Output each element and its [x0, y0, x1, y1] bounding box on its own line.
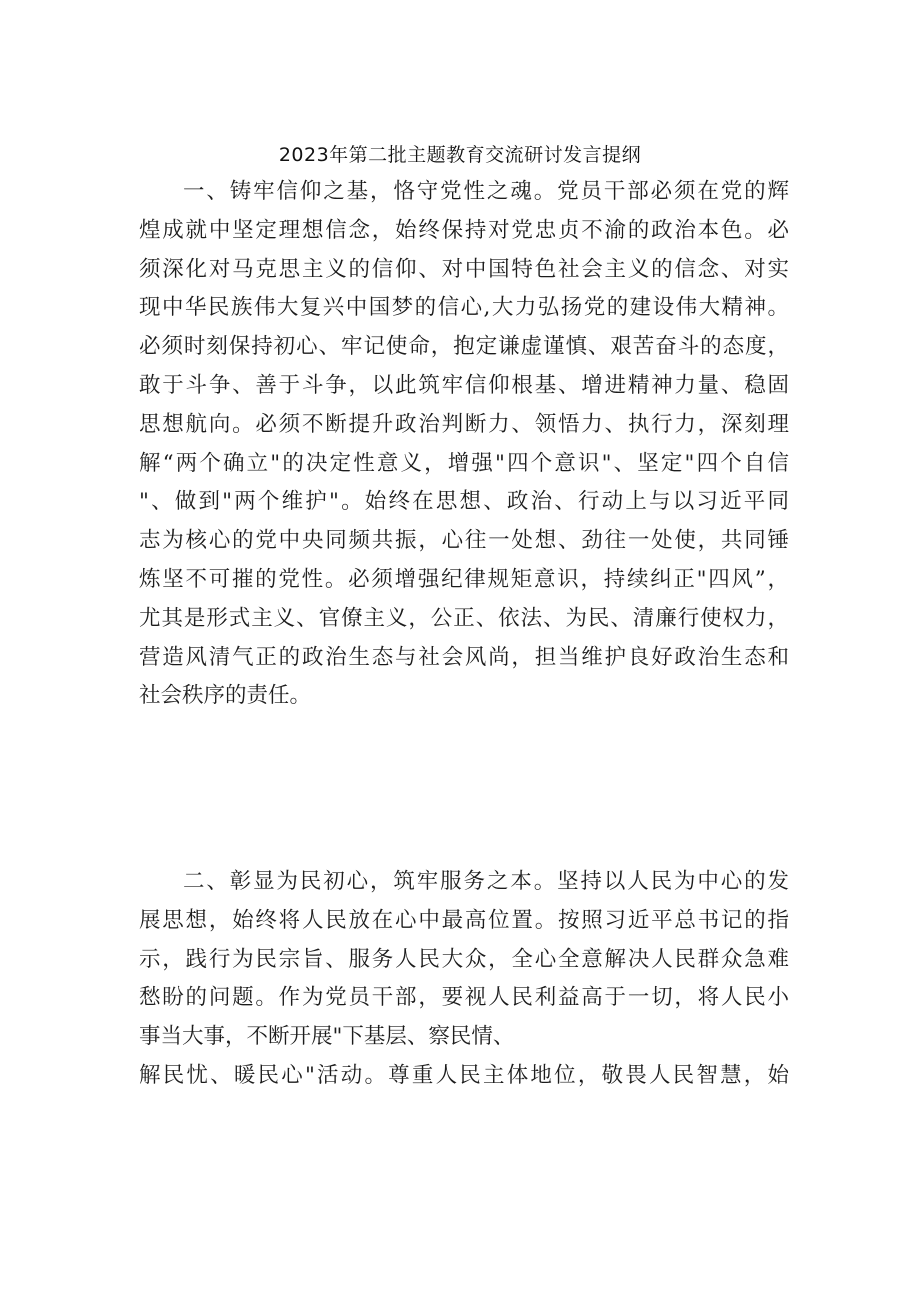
document-title: 2023年第二批主题教育交流研讨发言提纲 [278, 144, 642, 166]
paragraph-line: 必须时刻保持初心、牢记使命，抱定谦虚谨慎、艰苦奋斗的态度， [139, 334, 789, 360]
paragraph-line: 展思想，始终将人民放在心中最高位置。按照习近平总书记的指 [139, 907, 789, 933]
paragraph-2 [139, 863, 789, 1096]
paragraph-line: 尤其是形式主义、官僚主义，公正、依法、为民、清廉行使权力， [139, 605, 789, 631]
paragraph-line: 解民忧、暖民心"活动。尊重人民主体地位，敬畏人民智慧，始 [139, 1062, 789, 1088]
paragraph-line: 一、铸牢信仰之基，恪守党性之魂。党员干部必须在党的辉 [183, 179, 789, 204]
paragraph-line: 愁盼的问题。作为党员干部，要视人民利益高于一切，将人民小 [139, 985, 789, 1011]
paragraph-line: 炼坚不可摧的党性。必须增强纪律规矩意识，持续纠正"四风”， [139, 566, 789, 592]
paragraph-line: 营造风清气正的政治生态与社会风尚，担当维护良好政治生态和 [139, 644, 789, 670]
paragraph-line: 现中华民族伟大复兴中国梦的信心,大力弘扬党的建设伟大精神。 [139, 295, 789, 321]
paragraph-line: 思想航向。必须不断提升政治判断力、领悟力、执行力，深刻理 [139, 411, 789, 437]
paragraph-line: 敢于斗争、善于斗争，以此筑牢信仰根基、增进精神力量、稳固 [139, 372, 789, 398]
paragraph-line: "、做到"两个维护"。始终在思想、政治、行动上与以习近平同 [139, 489, 789, 515]
paragraph-line: 事当大事，不断开展"下基层、察民情、 [139, 1024, 515, 1050]
paragraph-line: 煌成就中坚定理想信念，始终保持对党忠贞不渝的政治本色。必 [139, 217, 789, 243]
paragraph-line: 解“两个确立"的决定性意义，增强"四个意识"、坚定"四个自信 [139, 450, 789, 476]
paragraph-line: 须深化对马克思主义的信仰、对中国特色社会主义的信念、对实 [139, 256, 789, 282]
paragraph-line: 志为核心的党中央同频共振，心往一处想、劲往一处使，共同锤 [139, 528, 789, 554]
paragraph-line: 社会秩序的责任。 [139, 683, 312, 709]
paragraph-line: 二、彰显为民初心，筑牢服务之本。坚持以人民为中心的发 [183, 869, 789, 894]
paragraph-line: 示，践行为民宗旨、服务人民大众，全心全意解决人民群众急难 [139, 946, 789, 972]
paragraph-1 [139, 173, 789, 716]
